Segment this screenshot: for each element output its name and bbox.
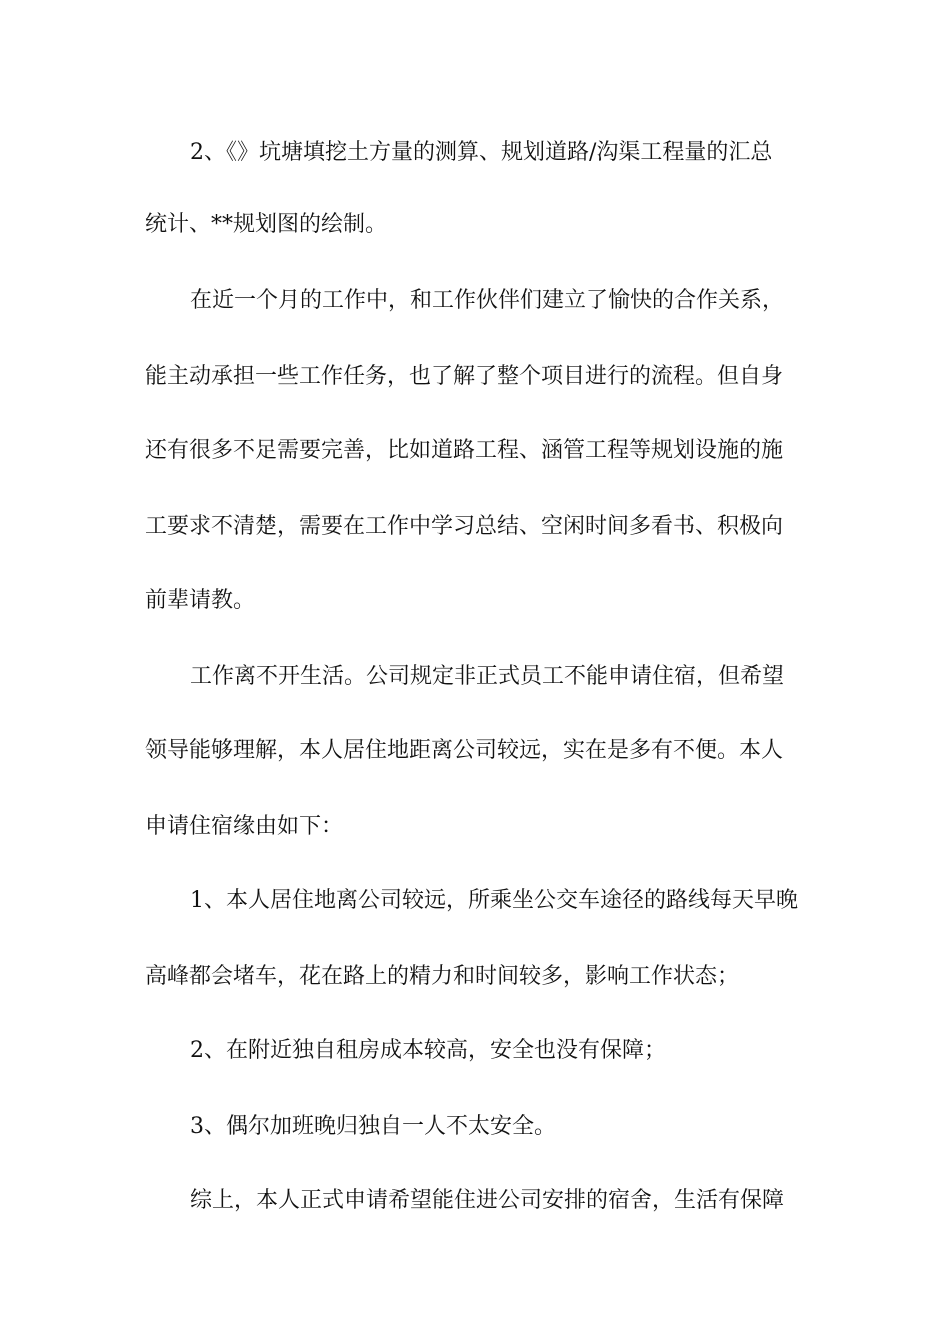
paragraph-line: 2、在附近独自租房成本较高，安全也没有保障； xyxy=(190,1038,666,1063)
paragraph-line: 申请住宿缘由如下： xyxy=(145,814,344,839)
paragraph-line: 综上，本人正式申请希望能住进公司安排的宿舍，生活有保障 xyxy=(190,1188,785,1213)
paragraph-line: 在近一个月的工作中，和工作伙伴们建立了愉快的合作关系， xyxy=(190,288,785,313)
paragraph-line: 工作离不开生活。公司规定非正式员工不能申请住宿，但希望 xyxy=(190,664,785,689)
paragraph-line: 高峰都会堵车，花在路上的精力和时间较多，影响工作状态； xyxy=(145,964,740,989)
paragraph-line: 2、《》坑塘填挖土方量的测算、规划道路/沟渠工程量的汇总 xyxy=(190,140,773,165)
paragraph-line: 前辈请教。 xyxy=(145,588,256,613)
paragraph-line: 3、偶尔加班晚归独自一人不太安全。 xyxy=(190,1114,556,1139)
paragraph-line: 统计、**规划图的绘制。 xyxy=(145,212,388,237)
paragraph-line: 能主动承担一些工作任务，也了解了整个项目进行的流程。但自身 xyxy=(145,364,784,389)
paragraph-line: 1、本人居住地离公司较远，所乘坐公交车途径的路线每天早晚 xyxy=(190,888,798,913)
paragraph-line: 工要求不清楚，需要在工作中学习总结、空闲时间多看书、积极向 xyxy=(145,514,784,539)
paragraph-line: 领导能够理解，本人居住地距离公司较远，实在是多有不便。本人 xyxy=(145,738,784,763)
paragraph-line: 还有很多不足需要完善，比如道路工程、涵管工程等规划设施的施 xyxy=(145,438,784,463)
